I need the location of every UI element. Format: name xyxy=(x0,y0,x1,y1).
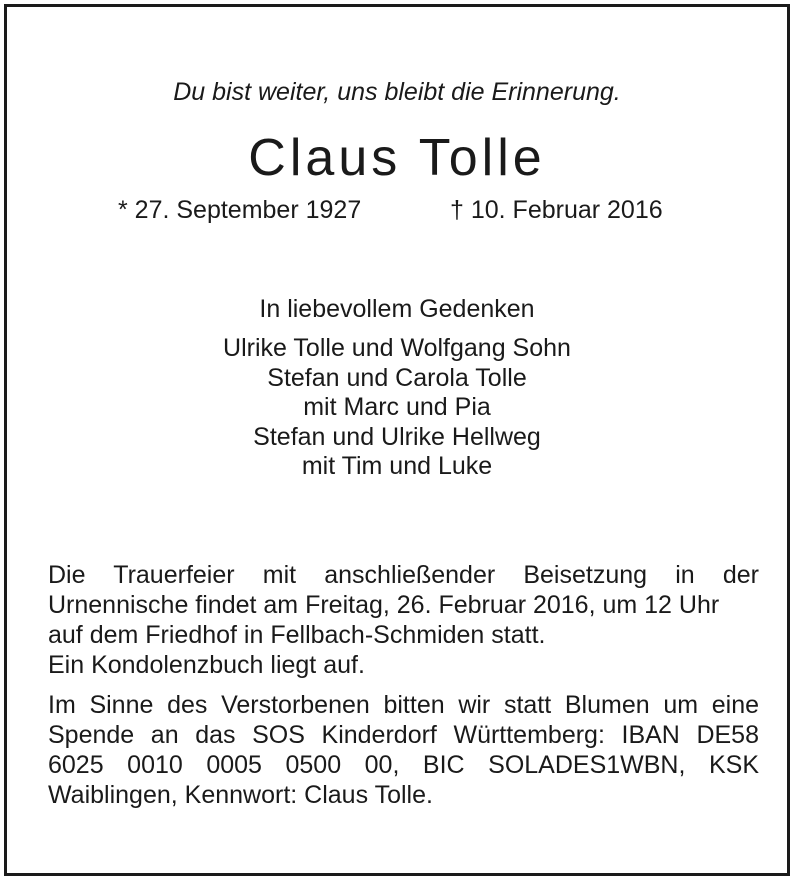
birth-date: * 27. September 1927 xyxy=(118,196,362,224)
donation-line: 6025 0010 0005 0500 00, BIC SOLADES1WBN, KSK xyxy=(48,751,759,779)
mourner-line: Stefan und Carola Tolle xyxy=(267,363,527,392)
mourner-line: mit Tim und Luke xyxy=(301,452,493,480)
obituary-notice xyxy=(4,4,790,876)
mourners-heading: In liebevollem Gedenken xyxy=(259,295,535,323)
donation-line: Im Sinne des Verstorbenen bitten wir statt Blumen um eine xyxy=(48,691,759,719)
ceremony-line: Ein Kondolenzbuch liegt auf. xyxy=(48,651,365,679)
ceremony-line: Urnennische findet am Freitag, 26. Februar 2016, um 12 Uhr xyxy=(48,591,720,619)
deceased-name: Claus Tolle xyxy=(248,129,546,187)
mourners-block xyxy=(7,294,787,482)
ceremony-paragraph xyxy=(48,560,759,680)
donation-line: Spende an das SOS Kinderdorf Württemberg: IBAN DE58 xyxy=(48,721,759,749)
ceremony-line: auf dem Friedhof in Fellbach-Schmiden statt. xyxy=(48,621,546,649)
death-date: † 10. Februar 2016 xyxy=(450,196,663,224)
ceremony-line: Die Trauerfeier mit anschließender Beisetzung in der xyxy=(48,561,759,589)
mourner-line: Ulrike Tolle und Wolfgang Sohn xyxy=(223,334,571,362)
mourner-line: Stefan und Ulrike Hellweg xyxy=(253,422,541,451)
donation-paragraph xyxy=(48,690,759,810)
donation-line: Waiblingen, Kennwort: Claus Tolle. xyxy=(48,781,433,809)
mourner-line: mit Marc und Pia xyxy=(303,393,491,421)
motto-quote: Du bist weiter, uns bleibt die Erinnerung. xyxy=(173,78,621,106)
life-dates xyxy=(7,193,787,227)
